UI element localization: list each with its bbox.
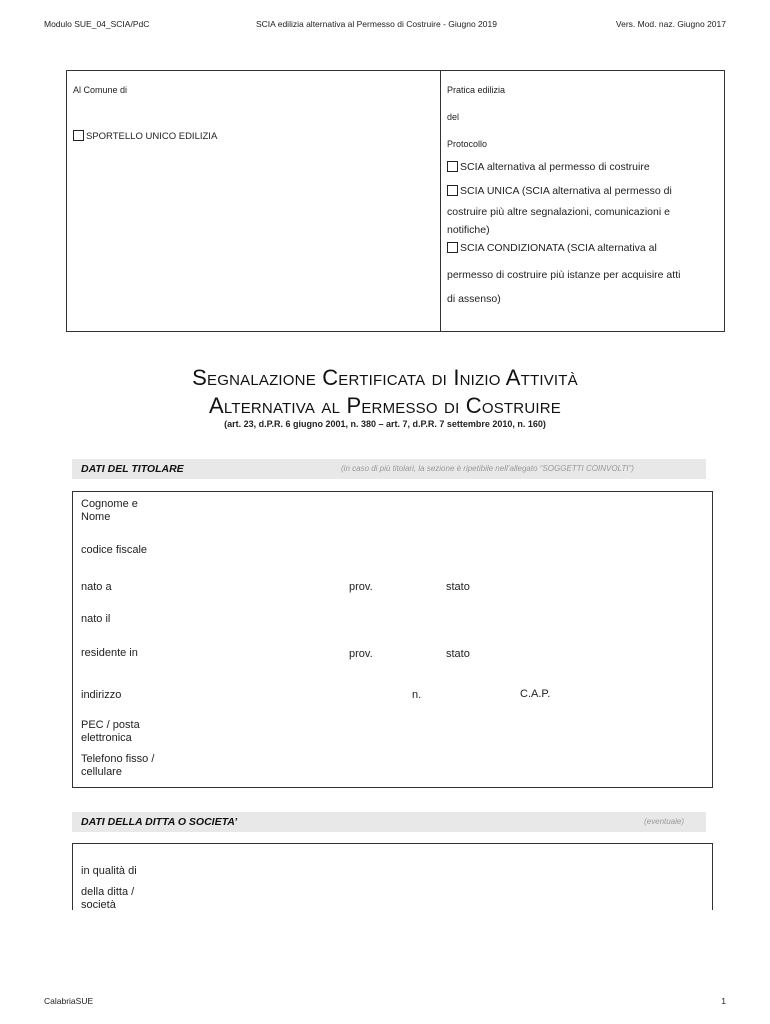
page-number: 1 <box>721 996 726 1006</box>
section-header-ditta <box>72 812 706 832</box>
qualita-label: in qualità di <box>81 865 137 877</box>
section-header-titolare <box>72 459 706 479</box>
pratica-label: Pratica edilizia <box>447 85 506 95</box>
option-scia-unica[interactable] <box>447 185 672 197</box>
del-label: del <box>447 112 460 122</box>
section-title-titolare: DATI DEL TITOLARE <box>81 463 184 475</box>
titolare-fields <box>72 491 713 788</box>
option-3-line2: permesso di costruire più istanze per acquisire atti <box>447 269 681 281</box>
telefono-label-line1: Telefono fisso / <box>81 753 155 765</box>
prov-label-1: prov. <box>349 581 373 593</box>
section-note-ditta: (eventuale) <box>644 817 685 826</box>
section-title-ditta: DATI DELLA DITTA O SOCIETA’ <box>81 816 238 828</box>
residente-label: residente in <box>81 647 138 659</box>
ditta-fields <box>72 843 713 910</box>
scia-condizionata-checkbox[interactable] <box>447 242 458 253</box>
option-2-line2: costruire più altre segnalazioni, comunicazioni e <box>447 206 670 218</box>
option-3-line3: di assenso) <box>447 293 501 305</box>
column-divider <box>440 71 441 331</box>
telefono-label-line2: cellulare <box>81 766 122 778</box>
protocollo-label: Protocollo <box>447 139 488 149</box>
indirizzo-label: indirizzo <box>81 689 122 701</box>
pec-label-line1: PEC / posta <box>81 719 140 731</box>
prov-label-2: prov. <box>349 648 373 660</box>
comune-box <box>66 70 725 332</box>
header-form-code: Modulo SUE_04_SCIA/PdC <box>44 19 150 29</box>
page-title-line1: Segnalazione Certificata di Inizio Attività <box>192 365 578 390</box>
section-note-titolare: (in caso di più titolari, la sezione è ripetibile nell’allegato “SOGGETTI COINVOLTI”) <box>341 464 634 473</box>
nato-il-label: nato il <box>81 613 111 625</box>
page-subtitle: (art. 23, d.P.R. 6 giugno 2001, n. 380 – art. 7, d.P.R. 7 settembre 2010, n. 160) <box>224 419 546 429</box>
header-version: Vers. Mod. naz. Giugno 2017 <box>615 19 726 29</box>
header-form-title: SCIA edilizia alternativa al Permesso di Costruire - Giugno 2019 <box>256 19 497 29</box>
stato-label-2: stato <box>446 648 470 660</box>
option-3-line1: SCIA CONDIZIONATA (SCIA alternativa al <box>460 242 657 254</box>
stato-label-1: stato <box>446 581 470 593</box>
sportello-option[interactable] <box>73 130 217 142</box>
sportello-checkbox[interactable] <box>73 130 84 141</box>
numero-label: n. <box>412 689 422 701</box>
scia-unica-checkbox[interactable] <box>447 185 458 196</box>
option-1-label: SCIA alternativa al permesso di costruire <box>460 161 650 173</box>
cognome-label-line1: Cognome e <box>81 498 138 510</box>
sportello-label: SPORTELLO UNICO EDILIZIA <box>86 131 218 142</box>
cap-label: C.A.P. <box>520 688 551 700</box>
option-scia-alternativa[interactable] <box>447 161 650 173</box>
nato-a-label: nato a <box>81 581 112 593</box>
codice-fiscale-label: codice fiscale <box>81 544 148 556</box>
option-scia-condizionata[interactable] <box>447 242 657 254</box>
comune-label: Al Comune di <box>73 85 128 95</box>
scia-alternativa-checkbox[interactable] <box>447 161 458 172</box>
ditta-label-line1: della ditta / <box>81 886 135 898</box>
footer-brand: CalabriaSUE <box>44 996 94 1006</box>
page-title-line2: Alternativa al Permesso di Costruire <box>209 393 561 418</box>
ditta-label-line2: società <box>81 899 116 911</box>
option-2-line1: SCIA UNICA (SCIA alternativa al permesso di <box>460 185 672 197</box>
pec-label-line2: elettronica <box>81 732 132 744</box>
option-2-line3: notifiche) <box>447 224 490 236</box>
cognome-label-line2: Nome <box>81 511 111 523</box>
